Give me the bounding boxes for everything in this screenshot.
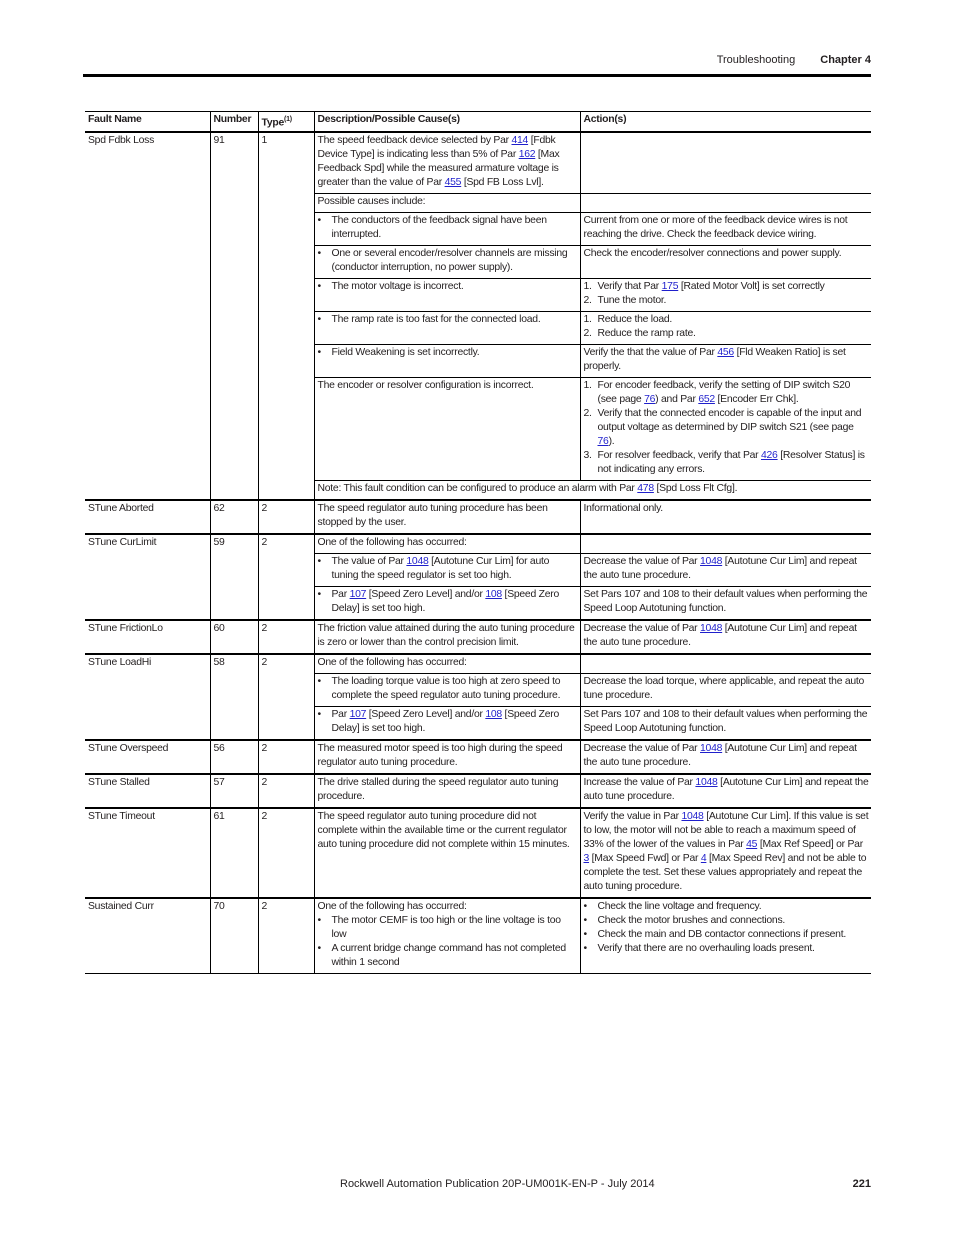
table-row bbox=[85, 808, 871, 898]
fault-number: 58 bbox=[210, 654, 258, 740]
cause-cell: • The value of Par 1048 [Autotune Cur Lim] for auto tuning the speed regulator is set too high. bbox=[314, 554, 580, 587]
fault-type: 2 bbox=[258, 534, 314, 620]
action-cell: Set Pars 107 and 108 to their default values when performing the Speed Loop Autotuning function. bbox=[580, 707, 871, 741]
table-row bbox=[85, 132, 871, 194]
param-link[interactable]: 107 bbox=[349, 589, 367, 601]
description-cell: The speed feedback device selected by Par 414 [Fdbk Device Type] is indicating less than 5% of Par 162 [Max Feedback Spd] while the measured armature voltage is greater than the value of Par 455 [Spd FB Loss Lvl]. bbox=[314, 132, 580, 194]
table-row bbox=[85, 534, 871, 554]
header-rule bbox=[83, 74, 871, 77]
fault-name: STune Stalled bbox=[85, 774, 210, 808]
cause-cell: • The ramp rate is too fast for the connected load. bbox=[314, 312, 580, 345]
section-title: Troubleshooting bbox=[716, 54, 796, 66]
cause-cell: • The motor voltage is incorrect. bbox=[314, 279, 580, 312]
description-cell: One of the following has occurred: bbox=[314, 534, 580, 554]
col-type bbox=[258, 112, 314, 133]
chapter-label: Chapter 4 bbox=[820, 54, 871, 66]
col-action: Action(s) bbox=[580, 112, 871, 133]
param-link[interactable]: 478 bbox=[637, 483, 654, 495]
param-link[interactable]: 107 bbox=[349, 709, 367, 721]
description-cell: One of the following has occurred: bbox=[314, 654, 580, 674]
col-description: Description/Possible Cause(s) bbox=[314, 112, 580, 133]
note-cell: Note: This fault condition can be configured to produce an alarm with Par 478 [Spd Loss Flt Cfg]. bbox=[314, 481, 871, 501]
fault-type: 2 bbox=[258, 774, 314, 808]
param-link[interactable]: 108 bbox=[485, 589, 502, 601]
param-link[interactable]: 108 bbox=[485, 709, 502, 721]
table-row bbox=[85, 774, 871, 808]
fault-type: 2 bbox=[258, 654, 314, 740]
action-cell: Verify the that the value of Par 456 [Fld Weaken Ratio] is set properly. bbox=[580, 345, 871, 378]
action-cell: Informational only. bbox=[580, 500, 871, 534]
fault-number: 57 bbox=[210, 774, 258, 808]
action-cell: Decrease the value of Par 1048 [Autotune Cur Lim] and repeat the auto tune procedure. bbox=[580, 554, 871, 587]
action-cell: Set Pars 107 and 108 to their default values when performing the Speed Loop Autotuning function. bbox=[580, 587, 871, 621]
cause-cell: • Par 107 [Speed Zero Level] and/or 108 [Speed Zero Delay] is set too high. bbox=[314, 587, 580, 621]
page-link[interactable]: 76 bbox=[597, 436, 609, 448]
fault-number: 70 bbox=[210, 898, 258, 974]
action-cell: • Check the line voltage and frequency. • Check the motor brushes and connections. • Check the main and DB contactor connections if present. • Verify that there are no overhauling loads present. bbox=[580, 898, 871, 974]
param-link[interactable]: 414 bbox=[511, 135, 529, 147]
fault-type: 2 bbox=[258, 620, 314, 654]
fault-type: 2 bbox=[258, 808, 314, 898]
action-cell bbox=[580, 132, 871, 194]
table-row bbox=[85, 500, 871, 534]
fault-type: 2 bbox=[258, 500, 314, 534]
action-cell: 1. Verify that Par 175 [Rated Motor Volt] is set correctly 2. Tune the motor. bbox=[580, 279, 871, 312]
fault-number: 62 bbox=[210, 500, 258, 534]
param-link[interactable]: 162 bbox=[518, 149, 536, 161]
param-link[interactable]: 652 bbox=[698, 394, 715, 406]
table-row bbox=[85, 620, 871, 654]
table-header-row bbox=[85, 112, 871, 133]
action-cell: Check the encoder/resolver connections and power supply. bbox=[580, 246, 871, 279]
col-number: Number bbox=[210, 112, 258, 133]
param-link[interactable]: 3 bbox=[583, 853, 590, 865]
fault-type: 2 bbox=[258, 898, 314, 974]
table-row bbox=[85, 898, 871, 974]
param-link[interactable]: 426 bbox=[761, 450, 778, 462]
fault-name: STune Timeout bbox=[85, 808, 210, 898]
description-cell: The measured motor speed is too high during the speed regulator auto tuning procedure. bbox=[314, 740, 580, 774]
param-link[interactable]: 1048 bbox=[406, 556, 429, 568]
cause-cell: The encoder or resolver configuration is incorrect. bbox=[314, 378, 580, 481]
action-cell: 1. For encoder feedback, verify the setting of DIP switch S20 (see page 76) and Par 652 [Encoder Err Chk]. 2. Verify that the connected encoder is capable of the input and output voltage as determined by DIP switch S21 (see page 76). 3. For resolver feedback, verify that Par 426 [Resolver Status] is not indicating any errors. bbox=[580, 378, 871, 481]
fault-name: STune LoadHi bbox=[85, 654, 210, 740]
table-row bbox=[85, 654, 871, 674]
col-type-label: Type bbox=[261, 117, 284, 129]
param-link[interactable]: 1048 bbox=[700, 623, 723, 635]
param-link[interactable]: 175 bbox=[661, 281, 679, 293]
param-link[interactable]: 456 bbox=[717, 347, 734, 359]
fault-number: 59 bbox=[210, 534, 258, 620]
param-link[interactable]: 4 bbox=[700, 853, 707, 865]
param-link[interactable]: 1048 bbox=[700, 556, 723, 568]
fault-number: 60 bbox=[210, 620, 258, 654]
param-link[interactable]: 455 bbox=[444, 177, 462, 189]
fault-number: 61 bbox=[210, 808, 258, 898]
description-cell: The drive stalled during the speed regulator auto tuning procedure. bbox=[314, 774, 580, 808]
description-cell: The speed regulator auto tuning procedure did not complete within the available time or the current regulator auto tuning procedure did not complete within 15 minutes. bbox=[314, 808, 580, 898]
action-cell: Current from one or more of the feedback device wires is not reaching the drive. Check the feedback device wiring. bbox=[580, 213, 871, 246]
fault-name: STune FrictionLo bbox=[85, 620, 210, 654]
col-fault-name: Fault Name bbox=[85, 112, 210, 133]
page-link[interactable]: 76 bbox=[644, 394, 656, 406]
table-row bbox=[85, 740, 871, 774]
fault-name: STune Aborted bbox=[85, 500, 210, 534]
action-cell bbox=[580, 654, 871, 674]
page-number: 221 bbox=[852, 1178, 871, 1190]
fault-number: 56 bbox=[210, 740, 258, 774]
action-cell bbox=[580, 534, 871, 554]
action-cell bbox=[580, 194, 871, 213]
description-cell: Possible causes include: bbox=[314, 194, 580, 213]
action-cell: 1. Reduce the load. 2. Reduce the ramp rate. bbox=[580, 312, 871, 345]
action-cell: Increase the value of Par 1048 [Autotune Cur Lim] and repeat the auto tune procedure. bbox=[580, 774, 871, 808]
action-cell: Decrease the value of Par 1048 [Autotune Cur Lim] and repeat the auto tune procedure. bbox=[580, 620, 871, 654]
cause-cell: • Par 107 [Speed Zero Level] and/or 108 [Speed Zero Delay] is set too high. bbox=[314, 707, 580, 741]
fault-name: STune CurLimit bbox=[85, 534, 210, 620]
fault-name: STune Overspeed bbox=[85, 740, 210, 774]
action-cell: Decrease the load torque, where applicable, and repeat the auto tune procedure. bbox=[580, 674, 871, 707]
publication-id: Rockwell Automation Publication 20P-UM001K-EN-P - July 2014 bbox=[340, 1178, 655, 1190]
fault-type: 1 bbox=[258, 132, 314, 500]
description-cell: One of the following has occurred: • The motor CEMF is too high or the line voltage is too low • A current bridge change command has not completed within 1 second bbox=[314, 898, 580, 974]
cause-cell: • The conductors of the feedback signal have been interrupted. bbox=[314, 213, 580, 246]
param-link[interactable]: 1048 bbox=[700, 743, 723, 755]
description-cell: The friction value attained during the auto tuning procedure is zero or lower than the control precision limit. bbox=[314, 620, 580, 654]
cause-cell: • One or several encoder/resolver channels are missing (conductor interruption, no power supply). bbox=[314, 246, 580, 279]
action-cell: Decrease the value of Par 1048 [Autotune Cur Lim] and repeat the auto tune procedure. bbox=[580, 740, 871, 774]
param-link[interactable]: 1048 bbox=[681, 811, 704, 823]
cause-cell: • Field Weakening is set incorrectly. bbox=[314, 345, 580, 378]
fault-name: Spd Fdbk Loss bbox=[88, 135, 155, 147]
fault-table bbox=[85, 111, 871, 974]
fault-type: 2 bbox=[258, 740, 314, 774]
type-footnote-ref: (1) bbox=[283, 116, 292, 123]
description-cell: The speed regulator auto tuning procedure has been stopped by the user. bbox=[314, 500, 580, 534]
param-link[interactable]: 45 bbox=[746, 839, 758, 851]
fault-name: Sustained Curr bbox=[85, 898, 210, 974]
running-head bbox=[717, 54, 871, 66]
cause-cell: • The loading torque value is too high at zero speed to complete the speed regulator auto tuning procedure. bbox=[314, 674, 580, 707]
param-link[interactable]: 1048 bbox=[695, 777, 718, 789]
action-cell: Verify the value in Par 1048 [Autotune Cur Lim]. If this value is set to low, the motor will not be able to reach a maximum speed of 33% of the lower of the values in Par 45 [Max Ref Speed] or Par 3 [Max Speed Fwd] or Par 4 [Max Speed Rev] and not be able to complete the test. Set these values appropriately and repeat the auto tuning procedure. bbox=[580, 808, 871, 898]
fault-number: 91 bbox=[210, 132, 258, 500]
